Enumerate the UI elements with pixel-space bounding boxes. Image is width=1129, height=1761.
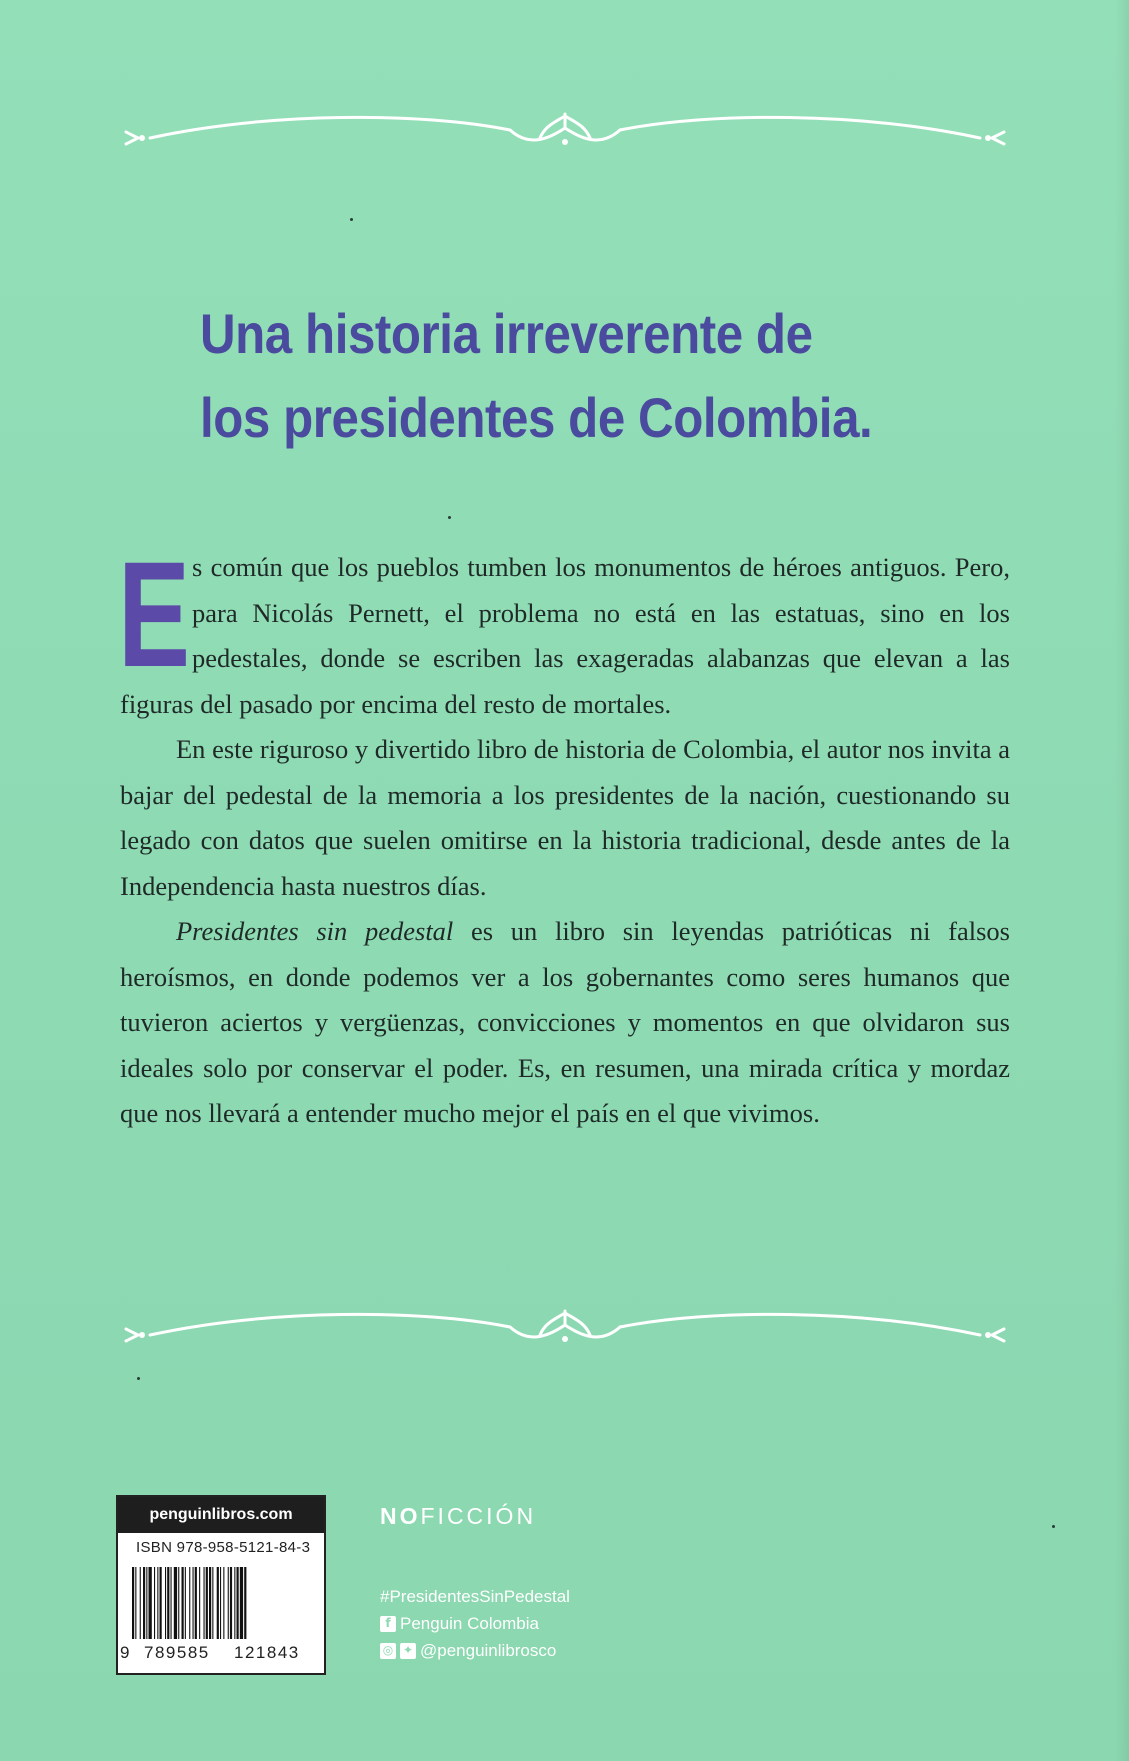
print-speck <box>350 218 353 221</box>
bottom-ornament-divider <box>120 1305 1010 1365</box>
synopsis-paragraph-2: En este riguroso y divertido libro de historia de Colombia, el autor nos invita a bajar del pedestal de la memoria a los presidentes de la nación, cuestionando su legado con datos que suelen omitirse en la historia tradicional, desde antes de la Independencia hasta nuestros días. <box>120 734 1010 901</box>
social-links <box>380 1583 570 1664</box>
imprint-bold: NO <box>380 1503 421 1529</box>
isbn-label: ISBN 978-958-5121-84-3 <box>136 1539 311 1556</box>
synopsis-paragraph-1 <box>118 530 1010 727</box>
print-speck <box>1052 1525 1055 1528</box>
hashtag: #PresidentesSinPedestal <box>380 1587 570 1606</box>
hashtag-row <box>380 1583 570 1610</box>
synopsis <box>118 530 1010 1137</box>
facebook-icon: f <box>380 1616 396 1632</box>
handle-row <box>380 1637 570 1664</box>
publisher-website: penguinlibros.com <box>118 1497 324 1533</box>
paragraph-1-text: s común que los pueblos tumben los monumentos de héroes antiguos. Pero, para Nicolás Pernett, el problema no está en las estatuas, sino en los pedestales, donde se escriben las exageradas alabanzas que elevan a las figuras del pasado por encima del resto de mortales. <box>120 552 1010 719</box>
facebook-page: Penguin Colombia <box>400 1614 539 1633</box>
headline-line-1: Una historia irreverente de <box>200 302 813 365</box>
barcode-bars <box>130 1567 314 1639</box>
barcode-digit-group-2: 121843 <box>234 1643 300 1662</box>
barcode-digits <box>118 1641 324 1669</box>
barcode-block <box>116 1495 326 1675</box>
drop-cap: E <box>118 530 191 698</box>
book-title-italic: Presidentes sin pedestal <box>176 916 454 946</box>
paragraph-3-text: es un libro sin leyendas patrióticas ni falsos heroísmos, en donde podemos ver a los gobernantes como seres humanos que tuvieron aciertos y vergüenzas, convicciones y momentos en que olvidaron sus ideales solo por conservar el poder. Es, en resumen, una mirada crítica y mordaz que nos llevará a entender mucho mejor el país en el que vivimos. <box>120 916 1010 1128</box>
facebook-row <box>380 1610 570 1637</box>
twitter-icon: ✦ <box>400 1643 416 1659</box>
print-speck <box>448 516 451 519</box>
headline <box>200 292 873 460</box>
barcode-digit-group-1: 789585 <box>144 1643 210 1662</box>
imprint-label <box>380 1503 536 1530</box>
imprint-light: FICCIÓN <box>420 1503 537 1529</box>
synopsis-paragraph-3 <box>120 909 1010 1137</box>
cover-edge-shadow <box>1115 0 1129 1761</box>
print-speck <box>137 1377 140 1380</box>
headline-line-2: los presidentes de Colombia. <box>200 386 873 449</box>
instagram-icon: ◎ <box>380 1643 396 1659</box>
top-ornament-divider <box>120 108 1010 168</box>
social-handle: @penguinlibrosco <box>420 1641 557 1660</box>
barcode-digit-first: 9 <box>120 1643 130 1662</box>
